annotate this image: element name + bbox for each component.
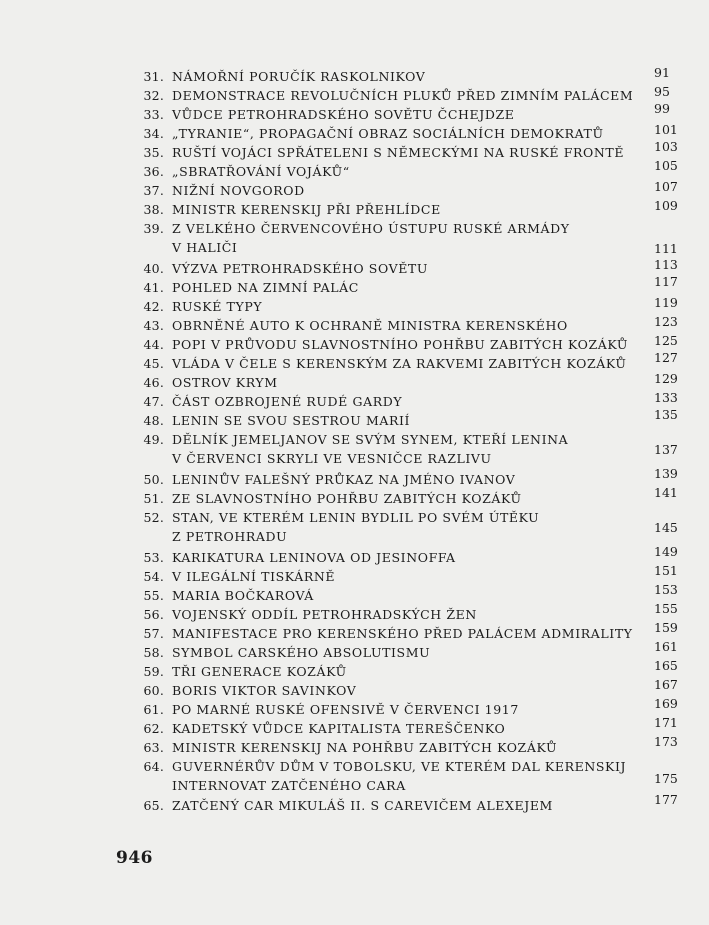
entry-title: POHLED NA ZIMNÍ PALÁC <box>172 280 359 295</box>
list-item <box>0 373 709 392</box>
entry-page-number: 137 <box>654 442 678 457</box>
entry-number: 38. <box>143 202 164 217</box>
list-item <box>0 696 709 719</box>
entry-number: 47. <box>143 394 164 409</box>
list-item <box>0 219 709 256</box>
entry-number: 61. <box>143 702 164 717</box>
entry-page-number: 177 <box>654 792 678 807</box>
entry-title: VŮDCE PETROHRADSKÉHO SOVĚTU ČCHEJDZE <box>172 107 515 122</box>
entry-title: OBRNĚNÉ AUTO K OCHRANĚ MINISTRA KERENSKÉHO <box>172 318 568 333</box>
entry-number: 42. <box>143 299 164 314</box>
entry-number: 48. <box>143 413 164 428</box>
page-number: 946 <box>116 848 153 868</box>
entry-page-number: 173 <box>654 734 678 749</box>
entry-title: ČÁST OZBROJENÉ RUDÉ GARDY <box>172 394 403 409</box>
entry-page-number: 91 <box>654 65 670 80</box>
entry-title: OSTROV KRYM <box>172 375 278 390</box>
entry-number: 45. <box>143 356 164 371</box>
list-item <box>0 158 709 181</box>
entry-page-number: 125 <box>654 333 678 348</box>
entry-title: DEMONSTRACE REVOLUČNÍCH PLUKŮ PŘED ZIMNÍM PALÁCEM <box>172 88 634 103</box>
list-item <box>0 757 709 793</box>
entry-title: KARIKATURA LENINOVA OD JESINOFFA <box>172 550 456 565</box>
entry-title: BORIS VIKTOR SAVINKOV <box>172 683 357 698</box>
list-item <box>0 67 709 86</box>
entry-number: 50. <box>143 472 164 487</box>
list-item <box>0 86 709 105</box>
entry-page-number: 171 <box>654 715 678 730</box>
entry-number: 55. <box>143 588 164 603</box>
list-item <box>0 620 709 643</box>
entry-page-number: 151 <box>654 563 678 578</box>
entry-page-number: 141 <box>654 485 678 500</box>
entry-number: 57. <box>143 626 164 641</box>
entry-title: NÁMOŘNÍ PORUČÍK RASKOLNIKOV <box>172 69 426 84</box>
entry-page-number: 145 <box>654 520 678 535</box>
entry-title: MINISTR KERENSKIJ PŘI PŘEHLÍDCE <box>172 202 441 217</box>
entry-page-number: 105 <box>654 158 678 173</box>
list-item <box>0 335 709 354</box>
list-item <box>0 734 709 757</box>
entry-page-number: 167 <box>654 677 678 692</box>
entry-title: DĚLNÍK JEMELJANOV SE SVÝM SYNEM, KTEŘÍ LENINA <box>172 432 569 447</box>
entry-title: MINISTR KERENSKIJ NA POHŘBU ZABITÝCH KOZÁKŮ <box>172 740 558 755</box>
entry-title: Z VELKÉHO ČERVENCOVÉHO ÚSTUPU RUSKÉ ARMÁDY <box>172 221 570 236</box>
entry-page-number: 159 <box>654 620 678 635</box>
entry-number: 60. <box>143 683 164 698</box>
list-item <box>0 639 709 662</box>
entry-number: 52. <box>143 510 164 525</box>
entry-title-continuation: V HALIČI <box>172 240 238 255</box>
entry-title: STAN, VE KTERÉM LENIN BYDLIL PO SVÉM ÚTĚKU <box>172 510 540 525</box>
entry-title: SYMBOL CARSKÉHO ABSOLUTISMU <box>172 645 431 660</box>
entry-number: 40. <box>143 261 164 276</box>
entry-page-number: 133 <box>654 390 678 405</box>
list-item <box>0 124 709 143</box>
entry-number: 59. <box>143 664 164 679</box>
entry-number: 43. <box>143 318 164 333</box>
list-item <box>0 316 709 335</box>
entry-title: ZE SLAVNOSTNÍHO POHŘBU ZABITÝCH KOZÁKŮ <box>172 491 522 506</box>
entry-title: POPI V PRŮVODU SLAVNOSTNÍHO POHŘBU ZABITÝCH KOZÁKŮ <box>172 337 629 352</box>
entry-number: 31. <box>143 69 164 84</box>
list-item <box>0 582 709 605</box>
entry-page-number: 149 <box>654 544 678 559</box>
entry-page-number: 123 <box>654 314 678 329</box>
list-item <box>0 792 709 815</box>
entry-page-number: 99 <box>654 101 670 116</box>
entry-number: 34. <box>143 126 164 141</box>
entry-page-number: 139 <box>654 466 678 481</box>
entry-page-number: 117 <box>654 274 678 289</box>
entry-number: 51. <box>143 491 164 506</box>
list-item <box>0 466 709 489</box>
list-item <box>0 601 709 624</box>
entry-number: 64. <box>143 759 164 774</box>
entry-title: GUVERNÉRŮV DŮM V TOBOLSKU, VE KTERÉM DAL KERENSKIJ <box>172 759 627 774</box>
entry-title: LENIN SE SVOU SESTROU MARIÍ <box>172 413 411 428</box>
entry-page-number: 109 <box>654 198 678 213</box>
list-item <box>0 715 709 738</box>
entry-number: 49. <box>143 432 164 447</box>
entry-number: 44. <box>143 337 164 352</box>
entry-number: 58. <box>143 645 164 660</box>
entry-number: 46. <box>143 375 164 390</box>
list-item <box>0 658 709 681</box>
list-item <box>0 485 709 508</box>
entry-page-number: 127 <box>654 350 678 365</box>
entry-number: 39. <box>143 221 164 236</box>
list-item <box>0 677 709 700</box>
entry-number: 65. <box>143 798 164 813</box>
entry-number: 53. <box>143 550 164 565</box>
entry-title: VOJENSKÝ ODDÍL PETROHRADSKÝCH ŽEN <box>172 607 477 622</box>
list-item <box>0 297 709 316</box>
entry-page-number: 165 <box>654 658 678 673</box>
entry-title: V ILEGÁLNÍ TISKÁRNĚ <box>172 569 336 584</box>
list-item <box>0 544 709 567</box>
entry-title: RUŠTÍ VOJÁCI SPŘÁTELENI S NĚMECKÝMI NA RUSKÉ FRONTĚ <box>172 145 625 160</box>
list-item <box>0 392 709 411</box>
list-item <box>0 274 709 297</box>
entry-number: 62. <box>143 721 164 736</box>
entry-title: VÝZVA PETROHRADSKÉHO SOVĚTU <box>172 261 429 276</box>
entry-number: 54. <box>143 569 164 584</box>
entry-title-continuation: INTERNOVAT ZATČENÉHO CARA <box>172 778 406 793</box>
entry-title-continuation: V ČERVENCI SKRYLI VE VESNIČCE RAZLIVU <box>172 451 492 466</box>
list-item <box>0 101 709 124</box>
entry-title: TŘI GENERACE KOZÁKŮ <box>172 664 347 679</box>
list-item <box>0 200 709 219</box>
entry-number: 56. <box>143 607 164 622</box>
entry-page-number: 111 <box>654 241 678 256</box>
list-item <box>0 139 709 162</box>
entry-title: KADETSKÝ VŮDCE KAPITALISTA TEREŠČENKO <box>172 721 506 736</box>
entry-page-number: 113 <box>654 257 678 272</box>
entry-page-number: 95 <box>654 84 670 99</box>
list-item <box>0 407 709 430</box>
entry-page-number: 169 <box>654 696 678 711</box>
list-item <box>0 508 709 544</box>
entry-page-number: 161 <box>654 639 678 654</box>
entry-title: LENINŮV FALEŠNÝ PRŮKAZ NA JMÉNO IVANOV <box>172 472 516 487</box>
entry-title: PO MARNÉ RUSKÉ OFENSIVĚ V ČERVENCI 1917 <box>172 702 519 717</box>
entry-number: 35. <box>143 145 164 160</box>
entry-page-number: 155 <box>654 601 678 616</box>
entry-title: ZATČENÝ CAR MIKULÁŠ II. S CAREVIČEM ALEXEJEM <box>172 798 553 813</box>
entry-page-number: 103 <box>654 139 678 154</box>
list-item <box>0 259 709 278</box>
entry-title: NIŽNÍ NOVGOROD <box>172 183 305 198</box>
entry-page-number: 175 <box>654 771 678 786</box>
list-item <box>0 350 709 373</box>
entry-page-number: 119 <box>654 295 678 310</box>
entry-number: 33. <box>143 107 164 122</box>
entry-page-number: 107 <box>654 179 678 194</box>
entry-page-number: 135 <box>654 407 678 422</box>
entry-number: 32. <box>143 88 164 103</box>
entry-number: 37. <box>143 183 164 198</box>
entry-title: „SBRATŘOVÁNÍ VOJÁKŮ“ <box>172 164 350 179</box>
list-item <box>0 563 709 586</box>
entry-page-number: 129 <box>654 371 678 386</box>
entry-page-number: 153 <box>654 582 678 597</box>
entry-number: 63. <box>143 740 164 755</box>
list-item <box>0 430 709 466</box>
entry-title: VLÁDA V ČELE S KERENSKÝM ZA RAKVEMI ZABITÝCH KOZÁKŮ <box>172 356 627 371</box>
entry-title: „TYRANIE“, PROPAGAČNÍ OBRAZ SOCIÁLNÍCH DEMOKRATŮ <box>172 126 604 141</box>
entry-number: 36. <box>143 164 164 179</box>
entry-title: RUSKÉ TYPY <box>172 299 263 314</box>
entry-title: MARIA BOČKAROVÁ <box>172 588 314 603</box>
list-item <box>0 181 709 200</box>
entry-page-number: 101 <box>654 122 678 137</box>
entry-number: 41. <box>143 280 164 295</box>
entry-title-continuation: Z PETROHRADU <box>172 529 288 544</box>
entry-title: MANIFESTACE PRO KERENSKÉHO PŘED PALÁCEM ADMIRALITY <box>172 626 633 641</box>
